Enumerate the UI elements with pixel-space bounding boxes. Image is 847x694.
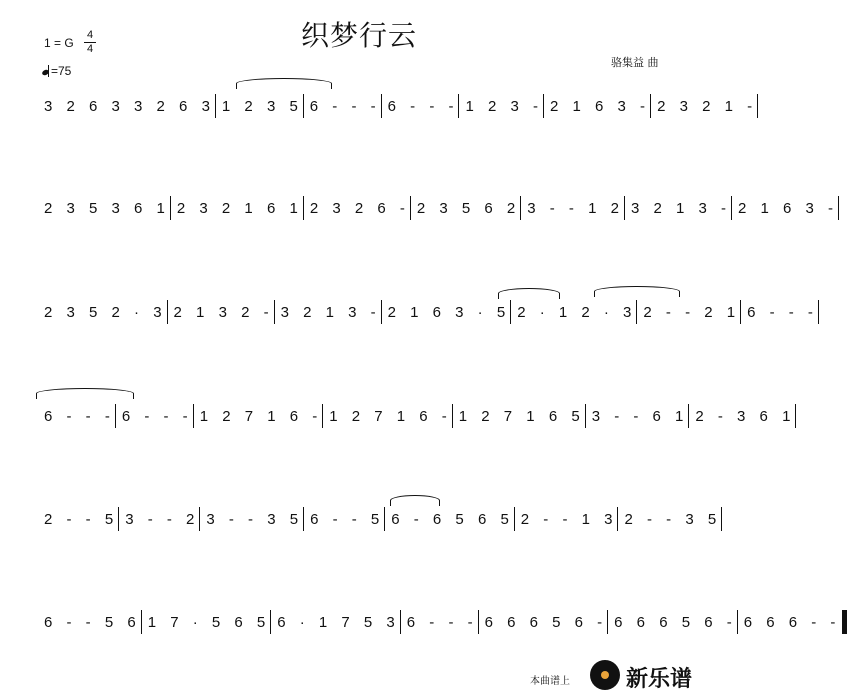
composer-credit: 骆集益 曲 bbox=[611, 56, 659, 69]
measure bbox=[385, 511, 514, 528]
staff-row-6 bbox=[38, 610, 841, 634]
measure-notes: 2 - 3 6 1 bbox=[695, 407, 796, 425]
staff-row-2 bbox=[38, 196, 839, 220]
measure-notes: 2 3 2 1 - bbox=[657, 97, 758, 115]
measure bbox=[689, 408, 795, 425]
measure bbox=[732, 200, 838, 217]
measure-notes: 2 1 6 3 - bbox=[550, 97, 651, 115]
measure bbox=[275, 304, 381, 321]
measure-notes: 2 1 6 3 · 5 bbox=[387, 303, 511, 321]
measure-notes: 2 - - 2 1 bbox=[643, 303, 741, 321]
footer-text: 本曲谱上 bbox=[530, 676, 570, 687]
measure-notes: 3 2 1 3 - bbox=[630, 199, 731, 217]
measure bbox=[119, 511, 199, 528]
measure-notes: 6 - - - bbox=[406, 613, 478, 631]
page-title: 织梦行云 bbox=[300, 19, 417, 52]
measure bbox=[453, 408, 585, 425]
measure-notes: 1 2 7 1 6 5 bbox=[458, 407, 585, 425]
measure-notes: 6 - - 5 6 bbox=[44, 613, 141, 631]
tie-arc bbox=[594, 286, 680, 297]
measure bbox=[741, 304, 818, 321]
measure bbox=[515, 511, 618, 528]
staff-row-5 bbox=[38, 507, 722, 531]
vinyl-record-icon bbox=[590, 660, 620, 690]
measure bbox=[171, 200, 303, 217]
site-logo-text[interactable]: 新乐谱 bbox=[626, 667, 693, 692]
measure bbox=[625, 200, 731, 217]
measure bbox=[38, 98, 215, 115]
measure-notes: 3 - - 2 bbox=[125, 510, 200, 528]
measure-notes: 2 - - 5 bbox=[44, 510, 119, 528]
measure bbox=[168, 304, 274, 321]
measure-notes: 1 7 · 5 6 5 bbox=[147, 613, 271, 631]
measure bbox=[411, 200, 520, 217]
measure bbox=[608, 614, 737, 631]
tie-arc bbox=[236, 78, 332, 89]
measure bbox=[511, 304, 636, 321]
measure bbox=[216, 98, 303, 115]
staff-row-1 bbox=[38, 94, 758, 118]
measure bbox=[38, 511, 118, 528]
measure bbox=[459, 98, 543, 115]
measure bbox=[38, 408, 115, 425]
time-signature-top: 4 bbox=[86, 29, 94, 41]
measure-notes: 2 3 5 2 · 3 bbox=[44, 303, 167, 321]
measure bbox=[200, 511, 303, 528]
tie-arc bbox=[36, 388, 134, 399]
measure-notes: 6 · 1 7 5 3 bbox=[277, 613, 400, 631]
measure bbox=[304, 98, 381, 115]
measure bbox=[382, 98, 459, 115]
key-signature: 1 = G bbox=[44, 36, 74, 50]
measure bbox=[38, 200, 170, 217]
measure-notes: 1 2 3 5 bbox=[221, 97, 303, 115]
measure-notes: 6 - - - bbox=[44, 407, 115, 425]
measure bbox=[38, 304, 167, 321]
measure-notes: 6 - - 5 bbox=[310, 510, 385, 528]
measure-notes: 2 3 5 3 6 1 bbox=[44, 199, 170, 217]
measure bbox=[586, 408, 689, 425]
measure-notes: 6 6 6 5 6 - bbox=[614, 613, 737, 631]
measure bbox=[401, 614, 478, 631]
measure bbox=[738, 614, 841, 631]
measure-notes: 6 - - - bbox=[309, 97, 381, 115]
measure-notes: 1 2 3 - bbox=[465, 97, 544, 115]
measure bbox=[38, 614, 141, 631]
measure bbox=[194, 408, 323, 425]
measure-notes: 6 - 6 5 6 5 bbox=[391, 510, 514, 528]
tie-arc bbox=[390, 495, 440, 506]
measure-notes: 3 2 6 3 3 2 6 3 bbox=[44, 97, 215, 115]
measure-notes: 6 6 6 - - bbox=[743, 613, 841, 631]
measure bbox=[618, 511, 721, 528]
measure bbox=[304, 511, 384, 528]
measure bbox=[651, 98, 757, 115]
measure-notes: 2 3 2 1 6 1 bbox=[176, 199, 303, 217]
measure-notes: 2 3 5 6 2 bbox=[416, 199, 521, 217]
measure-notes: 6 - - - bbox=[747, 303, 818, 321]
tempo-value: =75 bbox=[51, 64, 72, 78]
measure-notes: 2 1 3 2 - bbox=[173, 303, 274, 321]
measure bbox=[521, 200, 624, 217]
measure-notes: 3 - - 3 5 bbox=[206, 510, 304, 528]
measure-notes: 2 3 2 6 - bbox=[309, 199, 410, 217]
tempo-marking bbox=[42, 64, 71, 78]
measure-notes: 2 1 6 3 - bbox=[737, 199, 839, 217]
measure-notes: 2 · 1 2 · 3 bbox=[517, 303, 637, 321]
staff-row-4 bbox=[38, 404, 796, 428]
measure-notes: 6 - - - bbox=[121, 407, 193, 425]
staff-row-3 bbox=[38, 300, 818, 324]
measure-notes: 2 - - 3 5 bbox=[624, 510, 722, 528]
measure-notes: 1 2 7 1 6 - bbox=[199, 407, 323, 425]
measure-notes: 3 - - 6 1 bbox=[591, 407, 689, 425]
measure-notes: 2 - - 1 3 bbox=[520, 510, 618, 528]
measure-notes: 3 - - 1 2 bbox=[527, 199, 624, 217]
time-signature-bottom: 4 bbox=[86, 43, 94, 55]
measure bbox=[116, 408, 193, 425]
tie-arc bbox=[498, 288, 560, 299]
measure-notes: 6 - - - bbox=[387, 97, 459, 115]
measure bbox=[382, 304, 511, 321]
measure bbox=[271, 614, 400, 631]
measure bbox=[544, 98, 650, 115]
measure bbox=[142, 614, 271, 631]
measure-notes: 1 2 7 1 6 - bbox=[329, 407, 452, 425]
measure-notes: 6 6 6 5 6 - bbox=[484, 613, 608, 631]
measure-notes: 3 2 1 3 - bbox=[280, 303, 381, 321]
measure bbox=[323, 408, 452, 425]
measure bbox=[637, 304, 740, 321]
measure bbox=[479, 614, 608, 631]
time-signature bbox=[84, 29, 96, 56]
measure bbox=[304, 200, 410, 217]
